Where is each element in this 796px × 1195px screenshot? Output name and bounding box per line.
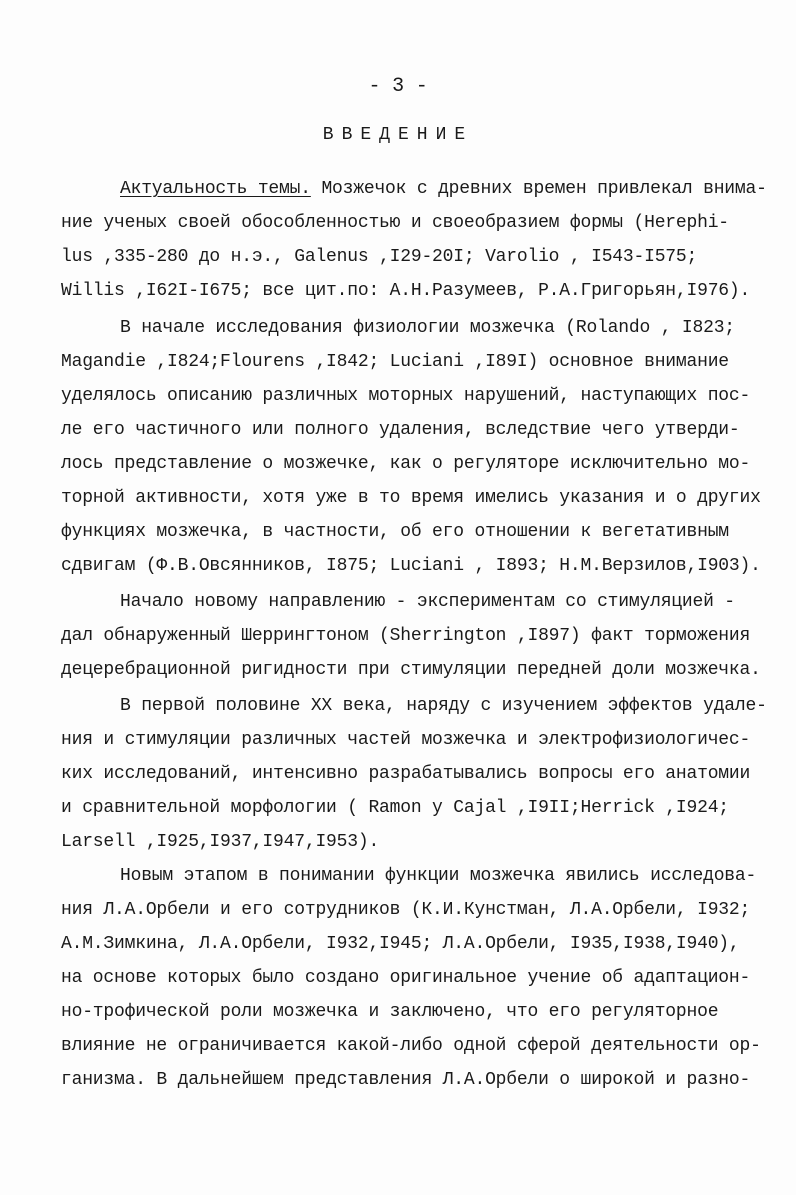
paragraph-line: Magandie ,I824;Flourens ,I842; Luciani ,I89I) основное внимание: [61, 352, 729, 372]
paragraph-line: торной активности, хотя уже в то время имелись указания и о других: [61, 488, 761, 508]
paragraph-line: влияние не ограничивается какой-либо одной сферой деятельности ор-: [61, 1036, 761, 1056]
paragraph-line: децеребрационной ригидности при стимуляции передней доли мозжечка.: [61, 660, 761, 680]
paragraph-line: на основе которых было создано оригинальное учение об адаптацион-: [61, 968, 751, 988]
page-number: - 3 -: [368, 75, 428, 98]
paragraph-line: ких исследований, интенсивно разрабатывались вопросы его анатомии: [61, 764, 751, 784]
paragraph-line: уделялось описанию различных моторных нарушений, наступающих пос-: [61, 386, 751, 406]
paragraph-line: и сравнительной морфологии ( Ramon y Cajal ,I9II;Herrick ,I924;: [61, 798, 729, 818]
paragraph-line: дал обнаруженный Шеррингтоном (Sherrington ,I897) факт торможения: [61, 626, 751, 646]
paragraph-line: ния Л.А.Орбели и его сотрудников (К.И.Кунстман, Л.А.Орбели, I932;: [61, 900, 751, 920]
paragraph-line: ганизма. В дальнейшем представления Л.А.Орбели о широкой и разно-: [61, 1070, 751, 1090]
paragraph-line: Willis ,I62I-I675; все цит.по: А.Н.Разумеев, Р.А.Григорьян,I976).: [61, 281, 751, 301]
paragraph-line: В начале исследования физиологии мозжечка (Rolando , I823;: [120, 318, 735, 338]
paragraph-line: сдвигам (Ф.В.Овсянников, I875; Luciani , I893; Н.М.Верзилов,I903).: [61, 556, 761, 576]
topic-relevance-label: Актуальность темы.: [120, 179, 311, 199]
paragraph-line: ле его частичного или полного удаления, вследствие чего утверди-: [61, 420, 740, 440]
paragraph-line: Larsell ,I925,I937,I947,I953).: [61, 832, 380, 852]
paragraph-line: ния и стимуляции различных частей мозжечка и электрофизиологичес-: [61, 730, 751, 750]
section-heading: ВВЕДЕНИЕ: [322, 125, 474, 145]
paragraph-line: А.М.Зимкина, Л.А.Орбели, I932,I945; Л.А.Орбели, I935,I938,I940),: [61, 934, 740, 954]
paragraph-line: lus ,335-280 до н.э., Galenus ,I29-20I; Varolio , I543-I575;: [61, 247, 698, 267]
paragraph-line: лось представление о мозжечке, как о регуляторе исключительно мо-: [61, 454, 751, 474]
paragraph-line: В первой половине XX века, наряду с изучением эффектов удале-: [120, 696, 767, 716]
paragraph-line: функциях мозжечка, в частности, об его отношении к вегетативным: [61, 522, 729, 542]
paragraph-line: Новым этапом в понимании функции мозжечка явились исследова-: [120, 866, 757, 886]
paragraph-line: Актуальность темы. Мозжечок с древних времен привлекал внима-: [120, 179, 767, 199]
paragraph-line: ние ученых своей обособленностью и своеобразием формы (Herephi-: [61, 213, 729, 233]
paragraph-line: Начало новому направлению - экспериментам со стимуляцией -: [120, 592, 735, 612]
paragraph-line: но-трофической роли мозжечка и заключено, что его регуляторное: [61, 1002, 719, 1022]
